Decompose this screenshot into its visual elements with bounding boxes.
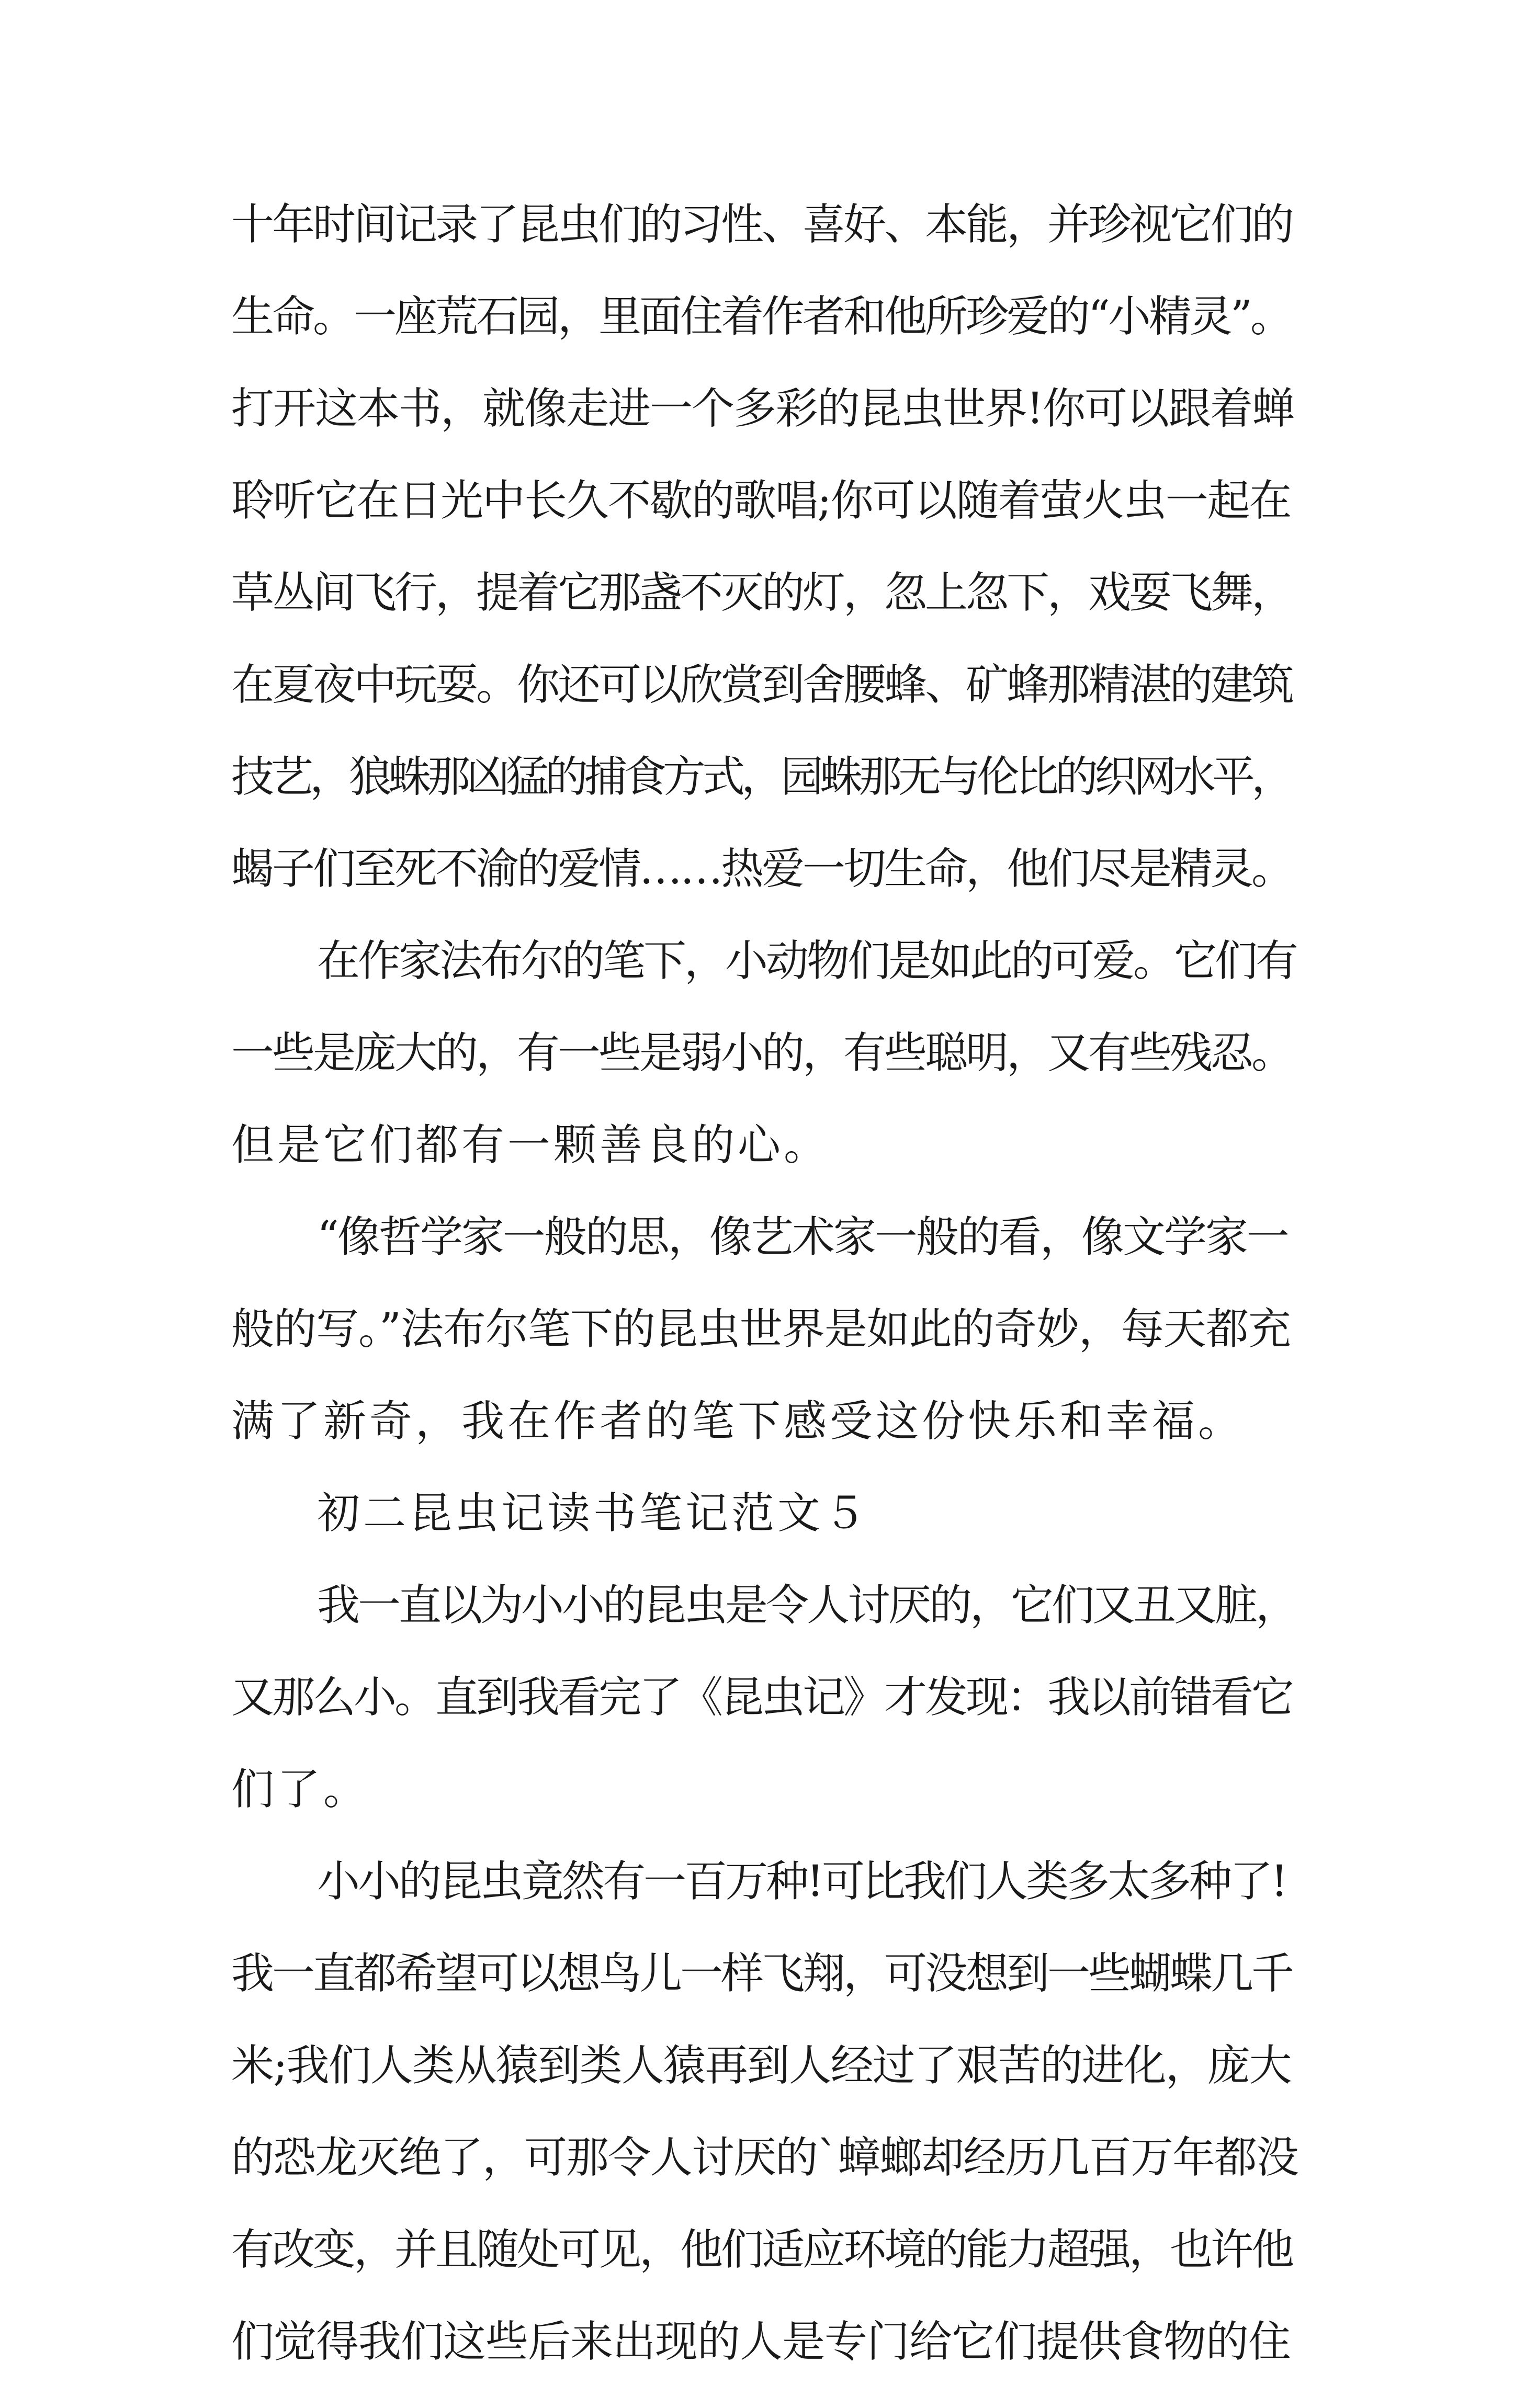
text-line-2: 生命。一座荒石园，里面住着作者和他所珍爱的“小精灵”。 <box>231 292 1291 342</box>
text-line-4: 聆听它在日光中长久不歇的歌唱;你可以随着萤火虫一起在 <box>231 476 1291 526</box>
text-line-14: 满了新奇，我在作者的笔下感受这份快乐和幸福。 <box>231 1396 1245 1446</box>
section-heading: 初二昆虫记读书笔记范文５ <box>317 1489 870 1538</box>
text-line-18: 们了。 <box>231 1765 370 1814</box>
text-line-5: 草丛间飞行，提着它那盏不灭的灯，忽上忽下，戏耍飞舞， <box>231 568 1293 618</box>
text-line-21: 米;我们人类从猿到类人猿再到人经过了艰苦的进化，庞大 <box>231 2041 1291 2091</box>
text-line-6: 在夏夜中玩耍。你还可以欣赏到舍腰蜂、矿蜂那精湛的建筑 <box>231 660 1293 710</box>
text-line-17: 又那么小。直到我看完了《昆虫记》才发现：我以前错看它 <box>231 1673 1293 1722</box>
text-line-19: 小小的昆虫竟然有一百万种!可比我们人类多太多种了! <box>317 1857 1286 1906</box>
text-line-16: 我一直以为小小的昆虫是令人讨厌的，它们又丑又脏， <box>317 1581 1297 1630</box>
text-line-12: “像哲学家一般的思，像艺术家一般的看，像文学家一 <box>317 1212 1288 1262</box>
text-line-22: 的恐龙灭绝了，可那令人讨厌的`蟑螂却经历几百万年都没 <box>231 2133 1298 2183</box>
text-line-24: 们觉得我们这些后来出现的人是专门给它们提供食物的住 <box>231 2317 1291 2367</box>
text-line-11: 但是它们都有一颗善良的心。 <box>231 1120 830 1170</box>
text-line-23: 有改变，并且随处可见，他们适应环境的能力超强，也许他 <box>231 2225 1293 2275</box>
text-line-8: 蝎子们至死不渝的爱情……热爱一切生命，他们尽是精灵。 <box>231 844 1293 894</box>
text-line-13: 般的写。”法布尔笔下的昆虫世界是如此的奇妙，每天都充 <box>231 1304 1291 1354</box>
text-line-20: 我一直都希望可以想鸟儿一样飞翔，可没想到一些蝴蝶几千 <box>231 1949 1293 1998</box>
text-line-10: 一些是庞大的，有一些是弱小的，有些聪明，又有些残忍。 <box>231 1028 1293 1078</box>
text-line-1: 十年时间记录了昆虫们的习性、喜好、本能，并珍视它们的 <box>231 200 1293 249</box>
text-line-7: 技艺，狼蛛那凶猛的捕食方式，园蛛那无与伦比的织网水平， <box>231 752 1291 802</box>
document-body <box>231 199 1298 2408</box>
text-line-3: 打开这本书，就像走进一个多彩的昆虫世界!你可以跟着蝉 <box>231 384 1294 434</box>
text-line-9: 在作家法布尔的笔下，小动物们是如此的可爱。它们有 <box>317 936 1297 986</box>
